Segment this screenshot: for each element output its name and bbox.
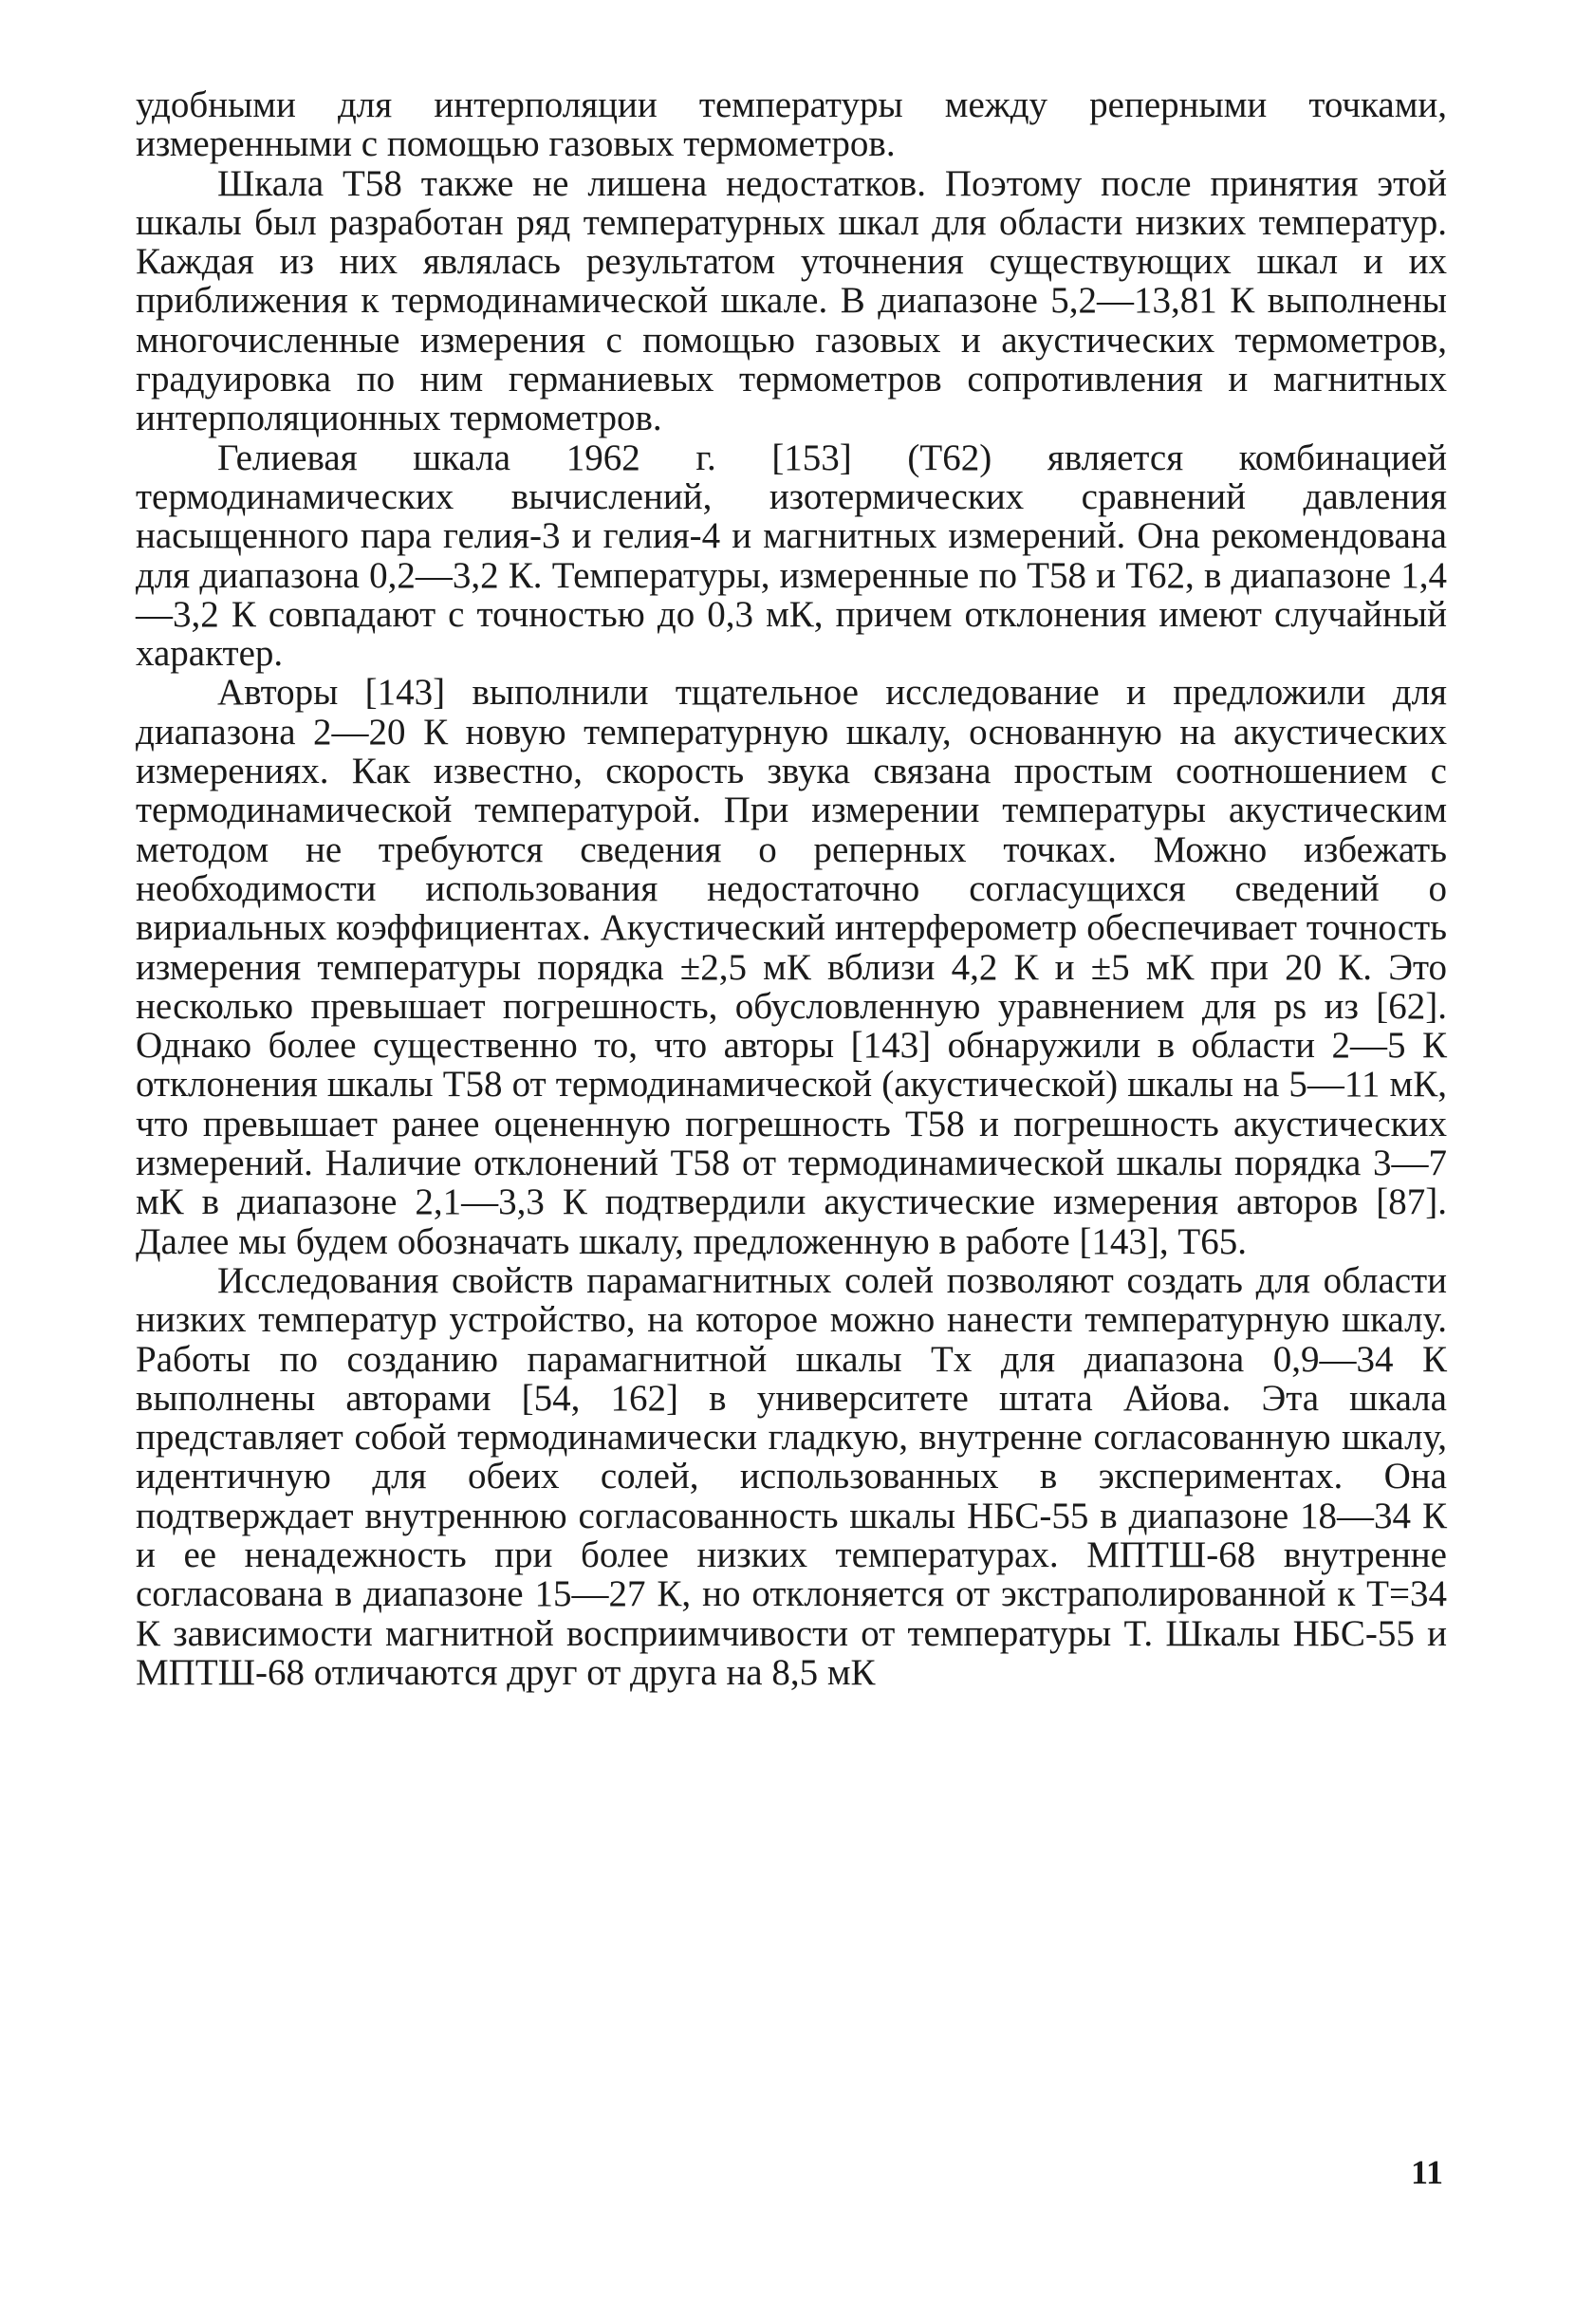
paragraph-3: Гелиевая шкала 1962 г. [153] (Т62) является комбинацией термодинамических вычислений, изотермических сравнений давления насыщенного пара гелия-3 и гелия-4 и магнитных измерений. Она рекомендована для диапазона 0,2—3,2 К. Температуры, измеренные по Т58 и Т62, в диапазоне 1,4—3,2 К совпадают с точностью до 0,3 мК, причем отклонения имеют случайный характер.: [136, 437, 1447, 675]
paragraph-5: Исследования свойств парамагнитных солей позволяют создать для области низких температур устройство, на которое можно нанести температурную шкалу. Работы по созданию парамагнитной шкалы Tx для диапазона 0,9—34 К выполнены авторами [54, 162] в университете штата Айова. Эта шкала представляет собой термодинамически гладкую, внутренне согласованную шкалу, идентичную для обеих солей, использованных в экспериментах. Она подтверждает внутреннюю согласованность шкалы НБС-55 в диапазоне 18—34 К и ее ненадежность при более низких температурах. МПТШ-68 внутренне согласована в диапазоне 15—27 К, но отклоняется от экстраполированной к T=34 К зависимости магнитной восприимчивости от температуры T. Шкалы НБС-55 и МПТШ-68 отличаются друг от друга на 8,5 мК: [136, 1259, 1447, 1693]
page-number: 11: [1411, 2153, 1444, 2191]
paragraph-1: удобными для интерполяции температуры между реперными точками, измеренными с помощью газовых термометров.: [136, 84, 1447, 165]
paragraph-2: Шкала Т58 также не лишена недостатков. Поэтому после принятия этой шкалы был разработан ряд температурных шкал для области низких температур. Каждая из них являлась результатом уточнения существующих шкал и их приближения к термодинамической шкале. В диапазоне 5,2—13,81 К выполнены многочисленные измерения с помощью газовых и акустических термометров, градуировка по ним германиевых термометров сопротивления и магнитных интерполяционных термометров.: [136, 162, 1447, 439]
paragraph-4: Авторы [143] выполнили тщательное исследование и предложили для диапазона 2—20 К новую температурную шкалу, основанную на акустических измерениях. Как известно, скорость звука связана простым соотношением с термодинамической температурой. При измерении температуры акустическим методом не требуются сведения о реперных точках. Можно избежать необходимости использования недостаточно согласущихся сведений о вириальных коэффициентах. Акустический интерферометр обеспечивает точность измерения температуры порядка ±2,5 мК вблизи 4,2 К и ±5 мК при 20 К. Это несколько превышает погрешность, обусловленную уравнением для ps из [62]. Однако более существенно то, что авторы [143] обнаружили в области 2—5 К отклонения шкалы Т58 от термодинамической (акустической) шкалы на 5—11 мК, что превышает ранее оцененную погрешность Т58 и погрешность акустических измерений. Наличие отклонений Т58 от термодинамической шкалы порядка 3—7 мК в диапазоне 2,1—3,3 К подтвердили акустические измерения авторов [87]. Далее мы будем обозначать шкалу, предложенную в работе [143], Т65.: [136, 672, 1447, 1262]
page-body: [136, 85, 1447, 1692]
